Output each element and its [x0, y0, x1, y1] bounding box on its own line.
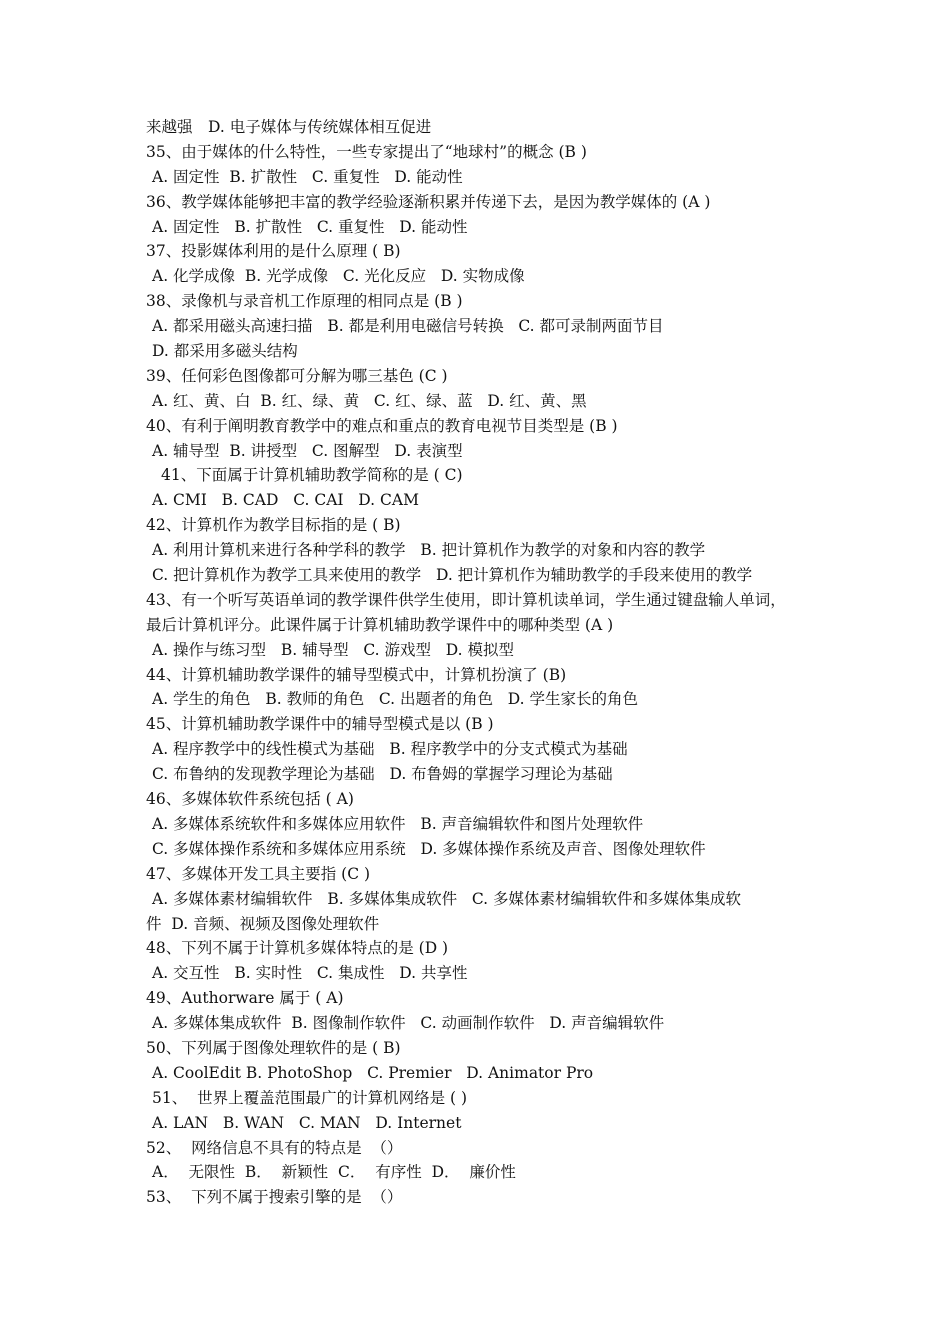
- text-line: A. 红、黄、白 B. 红、绿、黄 C. 红、绿、蓝 D. 红、黄、黑: [152, 391, 587, 410]
- text-line: 38、录像机与录音机工作原理的相同点是 (B ): [146, 292, 463, 311]
- text-line: 45、计算机辅助教学课件中的辅导型模式是以 (B ): [146, 715, 494, 734]
- document-page: [0, 115, 950, 1210]
- text-line: A. 固定性 B. 扩散性 C. 重复性 D. 能动性: [152, 217, 468, 236]
- text-line: 36、教学媒体能够把丰富的教学经验逐渐积累并传递下去，是因为教学媒体的 (A ): [146, 192, 711, 211]
- text-line: 47、多媒体开发工具主要指 (C ): [146, 864, 371, 883]
- text-line: A． 无限性 B． 新颖性 C． 有序性 D． 廉价性: [152, 1163, 516, 1182]
- text-line: A. 固定性 B. 扩散性 C. 重复性 D. 能动性: [152, 167, 463, 186]
- text-line: 48、下列不属于计算机多媒体特点的是 (D ): [146, 939, 449, 958]
- text-line: A. 操作与练习型 B. 辅导型 C. 游戏型 D. 模拟型: [152, 640, 515, 659]
- text-line: 52、 网络信息不具有的特点是 （）: [146, 1138, 403, 1157]
- text-line: 40、有利于阐明教育教学中的难点和重点的教育电视节目类型是 (B ): [146, 416, 618, 435]
- text-line: A. 利用计算机来进行各种学科的教学 B. 把计算机作为教学的对象和内容的教学: [152, 541, 706, 560]
- text-line: 46、多媒体软件系统包括 ( A): [146, 790, 354, 809]
- text-line: D. 都采用多磁头结构: [152, 342, 298, 361]
- text-line: 50、下列属于图像处理软件的是 ( B): [146, 1038, 401, 1057]
- text-line: A. 交互性 B. 实时性 C. 集成性 D. 共享性: [152, 964, 468, 983]
- text-line: 44、计算机辅助教学课件的辅导型模式中，计算机扮演了 (B): [146, 665, 567, 684]
- text-line: A. LAN B. WAN C. MAN D. Internet: [152, 1113, 462, 1132]
- text-line: 42、计算机作为教学目标指的是 ( B): [146, 516, 401, 535]
- text-line: 件 D. 音频、视频及图像处理软件: [146, 914, 380, 933]
- text-line: A. 都采用磁头高速扫描 B. 都是利用电磁信号转换 C. 都可录制两面节目: [152, 317, 664, 336]
- text-line: A. 化学成像 B. 光学成像 C. 光化反应 D. 实物成像: [152, 267, 525, 286]
- text-line: 43、有一个听写英语单词的教学课件供学生使用，即计算机读单词，学生通过键盘输人单词，: [146, 590, 786, 609]
- text-line: A. 辅导型 B. 讲授型 C. 图解型 D. 表演型: [152, 441, 463, 460]
- text-line: 49、Authorware 属于 ( A): [146, 989, 344, 1008]
- text-line: 53、 下列不属于搜索引擎的是 （）: [146, 1188, 403, 1207]
- text-line: 51、 世界上覆盖范围最广的计算机网络是 ( ): [152, 1088, 468, 1107]
- text-line: 37、投影媒体利用的是什么原理 ( B): [146, 242, 401, 261]
- text-line: A. 学生的角色 B. 教师的角色 C. 出题者的角色 D. 学生家长的角色: [152, 690, 639, 709]
- text-line: 39、任何彩色图像都可分解为哪三基色 (C ): [146, 366, 448, 385]
- text-line: A. CoolEdit B. PhotoShop C. Premier D. Animator Pro: [152, 1063, 594, 1082]
- text-line: 来越强 D. 电子媒体与传统媒体相互促进: [146, 118, 432, 136]
- text-line: A. 程序教学中的线性模式为基础 B. 程序教学中的分支式模式为基础: [152, 740, 628, 759]
- text-line: C. 多媒体操作系统和多媒体应用系统 D. 多媒体操作系统及声音、图像处理软件: [152, 839, 706, 858]
- text-line: 最后计算机评分。此课件属于计算机辅助教学课件中的哪种类型 (A ): [146, 615, 614, 634]
- text-line: A. 多媒体系统软件和多媒体应用软件 B. 声音编辑软件和图片处理软件: [152, 814, 644, 833]
- text-line: A. 多媒体素材编辑软件 B. 多媒体集成软件 C. 多媒体素材编辑软件和多媒体集成软: [152, 889, 742, 908]
- text-line: C. 布鲁纳的发现教学理论为基础 D. 布鲁姆的掌握学习理论为基础: [152, 765, 613, 784]
- text-line: 35、由于媒体的什么特性，一些专家提出了“地球村”的概念 (B ): [146, 142, 587, 161]
- text-line: A. 多媒体集成软件 B. 图像制作软件 C. 动画制作软件 D. 声音编辑软件: [152, 1014, 665, 1033]
- text-line: C. 把计算机作为教学工具来使用的教学 D. 把计算机作为辅助教学的手段来使用的教学: [152, 566, 753, 585]
- text-line: A. CMI B. CAD C. CAI D. CAM: [152, 491, 419, 510]
- text-line: 41、下面属于计算机辅助教学简称的是 ( C): [161, 466, 463, 485]
